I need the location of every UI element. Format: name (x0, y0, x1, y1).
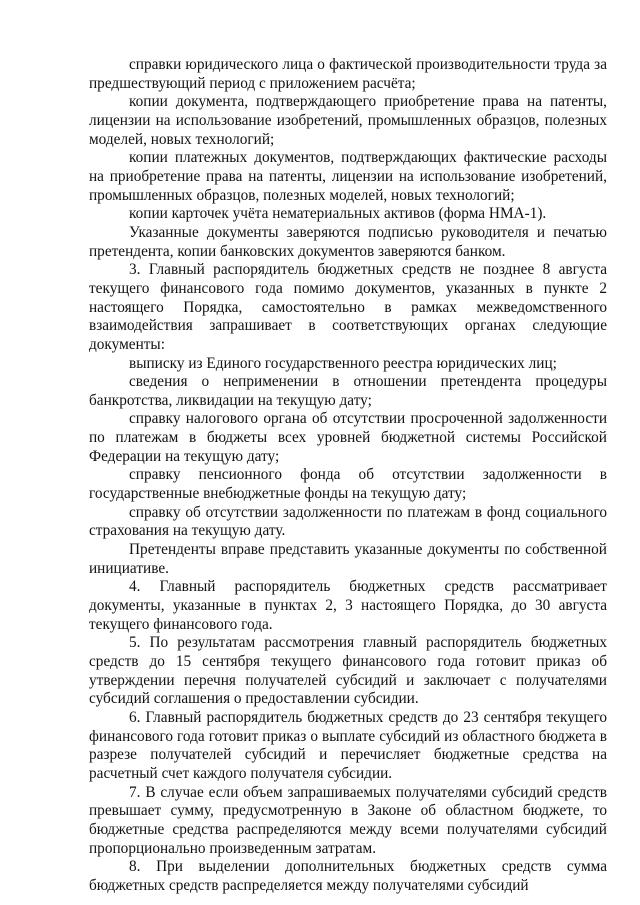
paragraph-payment-documents-copies: копии платежных документов, подтверждающих фактические расходы на приобретение права на патенты, лицензии на использование изобретений, промышленных образцов, полезных моделей, новых технологий; (89, 149, 607, 204)
paragraph-clause-6: 6. Главный распорядитель бюджетных средств до 23 сентября текущего финансового года готовит приказ о выплате субсидий из областного бюджета в разрезе получателей субсидий и перечисляет бюджетные средства на расчетный счет каждого получателя субсидии. (89, 708, 607, 782)
paragraph-bankruptcy-info: сведения о неприменении в отношении претендента процедуры банкротства, ликвидации на текущую дату; (89, 373, 607, 409)
paragraph-clause-5: 5. По результатам рассмотрения главный распорядитель бюджетных средств до 15 сентября текущего финансового года готовит приказ об утверждении перечня получателей субсидий и заключает с получателями субсидий соглашения о предоставлении субсидии. (89, 634, 607, 708)
paragraph-pension-fund-certificate: справку пенсионного фонда об отсутствии задолженности в государственные внебюджетные фонды на текущую дату; (89, 466, 607, 503)
paragraph-clause-8: 8. При выделении дополнительных бюджетных средств сумма бюджетных средств распределяется между получателями субсидий (89, 858, 607, 894)
paragraph-intangible-assets-cards: копии карточек учёта нематериальных активов (форма НМА-1). (129, 205, 547, 223)
document-page (89, 56, 607, 896)
paragraph-clause-4: 4. Главный распорядитель бюджетных средств рассматривает документы, указанные в пунктах 2, 3 настоящего Порядка, до 30 августа текущего финансового года. (89, 578, 607, 633)
paragraph-documents-certification: Указанные документы заверяются подписью руководителя и печатью претендента, копии банковских документов заверяются банком. (89, 223, 607, 260)
paragraph-certificate-productivity: справки юридического лица о фактической производительности труда за предшествующий период с приложением расчёта; (89, 56, 607, 92)
paragraph-clause-3: 3. Главный распорядитель бюджетных средств не позднее 8 августа текущего финансового года помимо документов, указанных в пункте 2 настоящего Порядка, самостоятельно в рамках межведомственного взаимодействия запрашивает в соответствующих органах следующие документы: (89, 261, 607, 353)
paragraph-social-insurance-certificate: справку об отсутствии задолженности по платежам в фонд социального страхования на текущую дату. (89, 503, 607, 540)
paragraph-tax-certificate: справку налогового органа об отсутствии просроченной задолженности по платежам в бюджеты всех уровней бюджетной системы Российской Федерации на текущую дату; (89, 410, 607, 465)
paragraph-patent-rights-copies: копии документа, подтверждающего приобретение права на патенты, лицензии на использование изобретений, промышленных образцов, полезных моделей, новых технологий; (89, 93, 607, 148)
paragraph-clause-7: 7. В случае если объем запрашиваемых получателями субсидий средств превышает сумму, предусмотренную в Законе об областном бюджете, то бюджетные средства распределяются между всеми получателями субсидий пропорционально произведенным затратам. (89, 783, 607, 857)
paragraph-registry-extract: выписку из Единого государственного реестра юридических лиц; (129, 354, 557, 372)
paragraph-own-initiative: Претенденты вправе представить указанные документы по собственной инициативе. (89, 541, 607, 577)
